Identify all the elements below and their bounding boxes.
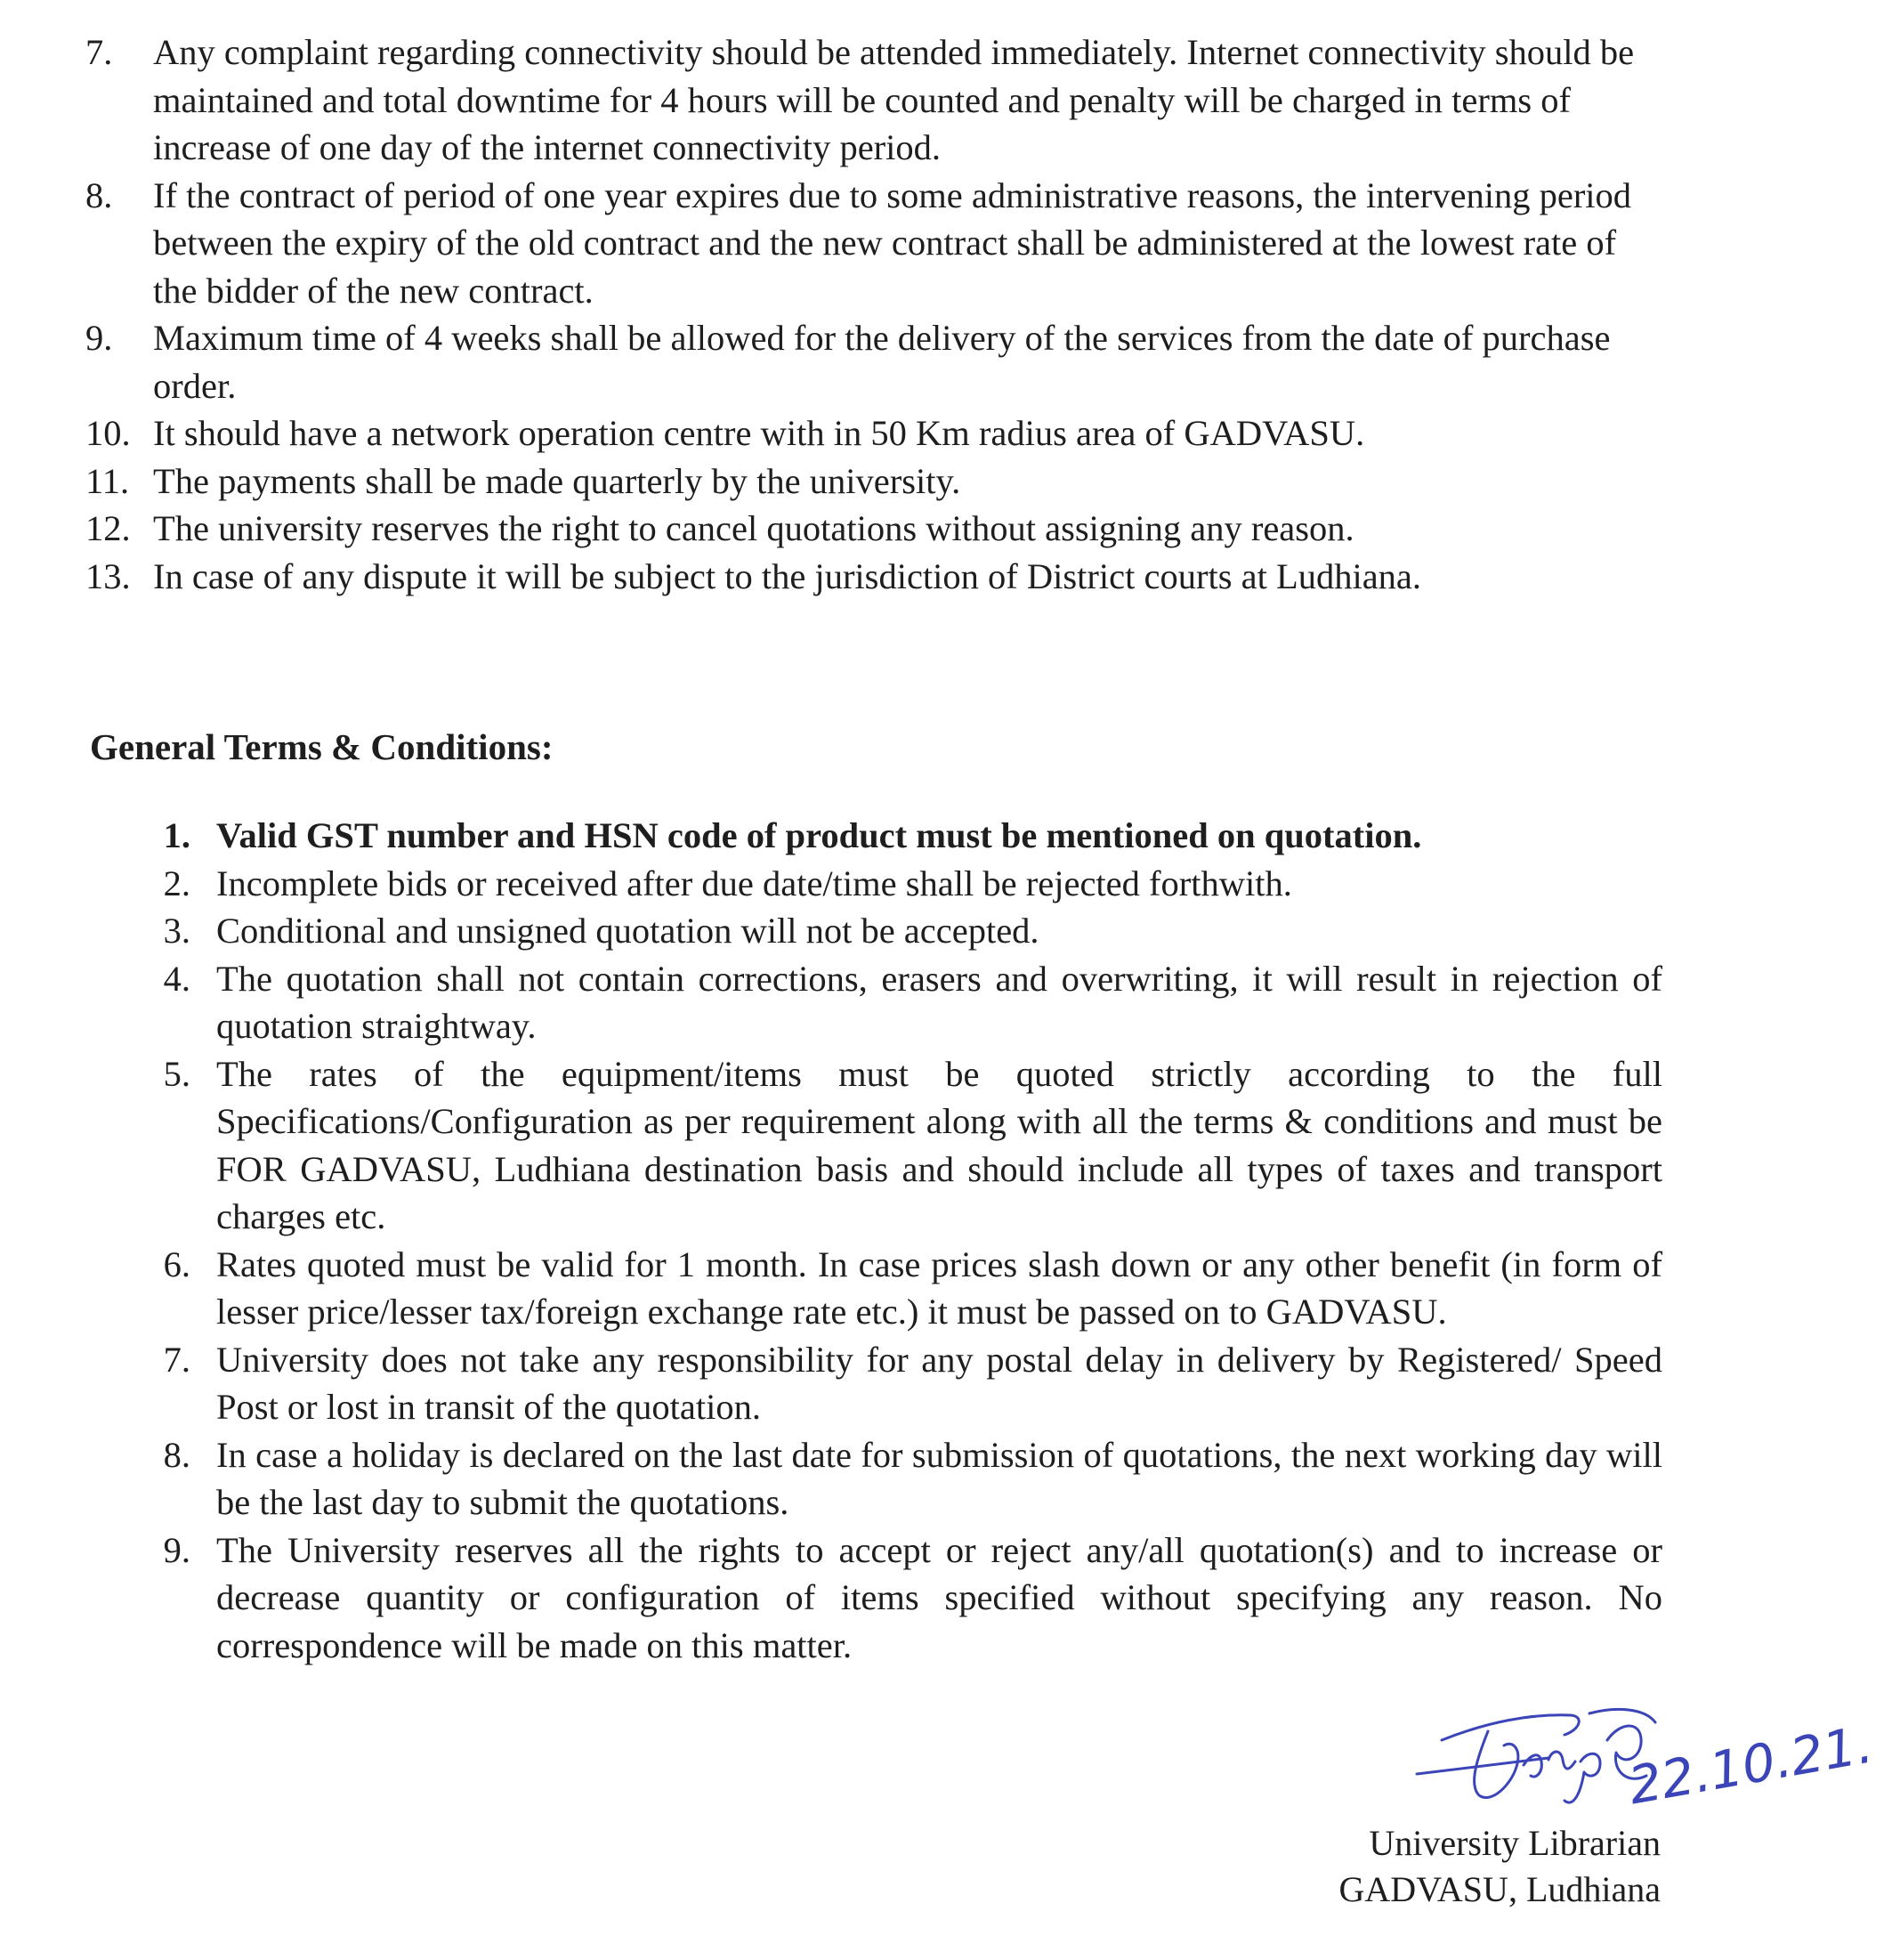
item-number: 3. bbox=[163, 911, 190, 951]
list-item bbox=[85, 458, 1652, 506]
item-text: In case a holiday is declared on the last date for submission of quotations, the next working day will be the last day to submit the quotations. bbox=[216, 1434, 1662, 1522]
item-text: The University reserves all the rights to accept or reject any/all quotation(s) and to increase or decrease quantity or configuration of items specified without specifying any reason. No correspondence will be made on this matter. bbox=[216, 1529, 1662, 1665]
item-number: 8. bbox=[85, 174, 113, 215]
item-number: 7. bbox=[85, 32, 113, 72]
item-number: 12. bbox=[85, 508, 131, 548]
item-text: The rates of the equipment/items must be quoted strictly according to the full Specifications/Configuration as per requirement along with all the terms & conditions and must be FOR GADVASU, Ludhiana destination basis and should include all types of taxes and transport charges etc. bbox=[216, 1053, 1662, 1236]
item-number: 4. bbox=[163, 958, 190, 999]
top-numbered-list bbox=[85, 28, 1652, 600]
item-text: The payments shall be made quarterly by the university. bbox=[153, 460, 961, 501]
item-text: University does not take any responsibility for any postal delay in delivery by Registered/ Speed Post or lost in transit of the quotation. bbox=[216, 1339, 1662, 1427]
item-number: 6. bbox=[163, 1243, 190, 1284]
item-number: 11. bbox=[85, 460, 130, 501]
item-text: In case of any dispute it will be subject to the jurisdiction of District courts at Ludhiana. bbox=[153, 555, 1422, 596]
item-text: Valid GST number and HSN code of product must be mentioned on quotation. bbox=[216, 815, 1422, 855]
item-number: 13. bbox=[85, 555, 131, 596]
signature-date: 22.10.21. bbox=[1623, 1713, 1878, 1817]
item-number: 1. bbox=[163, 815, 190, 855]
item-text: Conditional and unsigned quotation will not be accepted. bbox=[216, 911, 1039, 951]
handwritten-signature bbox=[1406, 1687, 1878, 1829]
item-text: The university reserves the right to cancel quotations without assigning any reason. bbox=[153, 508, 1354, 548]
item-text: Incomplete bids or received after due date/time shall be rejected forthwith. bbox=[216, 863, 1292, 903]
list-item bbox=[151, 812, 1662, 860]
item-number: 5. bbox=[163, 1053, 190, 1094]
list-item bbox=[85, 314, 1652, 409]
item-text: Rates quoted must be valid for 1 month. In case prices slash down or any other benefit (in form of lesser price/lesser tax/foreign exchange rate etc.) it must be passed on to GADVASU. bbox=[216, 1243, 1662, 1332]
list-item bbox=[85, 172, 1652, 315]
general-terms-list bbox=[151, 812, 1662, 1669]
list-item bbox=[85, 505, 1652, 553]
list-item bbox=[151, 1527, 1662, 1670]
item-text: The quotation shall not contain corrections, erasers and overwriting, it will result in rejection of quotation straightway. bbox=[216, 958, 1662, 1046]
item-text: Any complaint regarding connectivity should be attended immediately. Internet connectivity should be maintained and total downtime for 4 hours will be counted and penalty will be charged in terms of increase of one day of the internet connectivity period. bbox=[153, 32, 1635, 167]
item-number: 9. bbox=[163, 1529, 190, 1570]
list-item bbox=[151, 1050, 1662, 1241]
list-item bbox=[85, 553, 1652, 601]
list-item bbox=[85, 409, 1652, 458]
list-item bbox=[151, 1431, 1662, 1527]
signatory-title: University Librarian bbox=[1369, 1823, 1661, 1863]
section-heading: General Terms & Conditions: bbox=[90, 726, 554, 767]
list-item bbox=[151, 955, 1662, 1050]
item-number: 8. bbox=[163, 1434, 190, 1475]
list-item bbox=[151, 1336, 1662, 1431]
item-number: 10. bbox=[85, 413, 131, 453]
list-item bbox=[151, 860, 1662, 908]
list-item bbox=[151, 1241, 1662, 1336]
signatory-block bbox=[1339, 1820, 1661, 1913]
signatory-organization: GADVASU, Ludhiana bbox=[1338, 1869, 1661, 1909]
item-number: 7. bbox=[163, 1339, 190, 1380]
list-item bbox=[85, 28, 1652, 172]
item-text: If the contract of period of one year expires due to some administrative reasons, the intervening period between the expiry of the old contract and the new contract shall be administered at the lowest rate of the bidder of the new contract. bbox=[153, 174, 1632, 311]
item-number: 2. bbox=[163, 863, 190, 903]
signature-image bbox=[1406, 1687, 1878, 1829]
item-text: It should have a network operation centre with in 50 Km radius area of GADVASU. bbox=[153, 413, 1365, 453]
item-text: Maximum time of 4 weeks shall be allowed for the delivery of the services from the date of purchase order. bbox=[153, 318, 1611, 406]
list-item bbox=[151, 907, 1662, 955]
item-number: 9. bbox=[85, 318, 113, 358]
